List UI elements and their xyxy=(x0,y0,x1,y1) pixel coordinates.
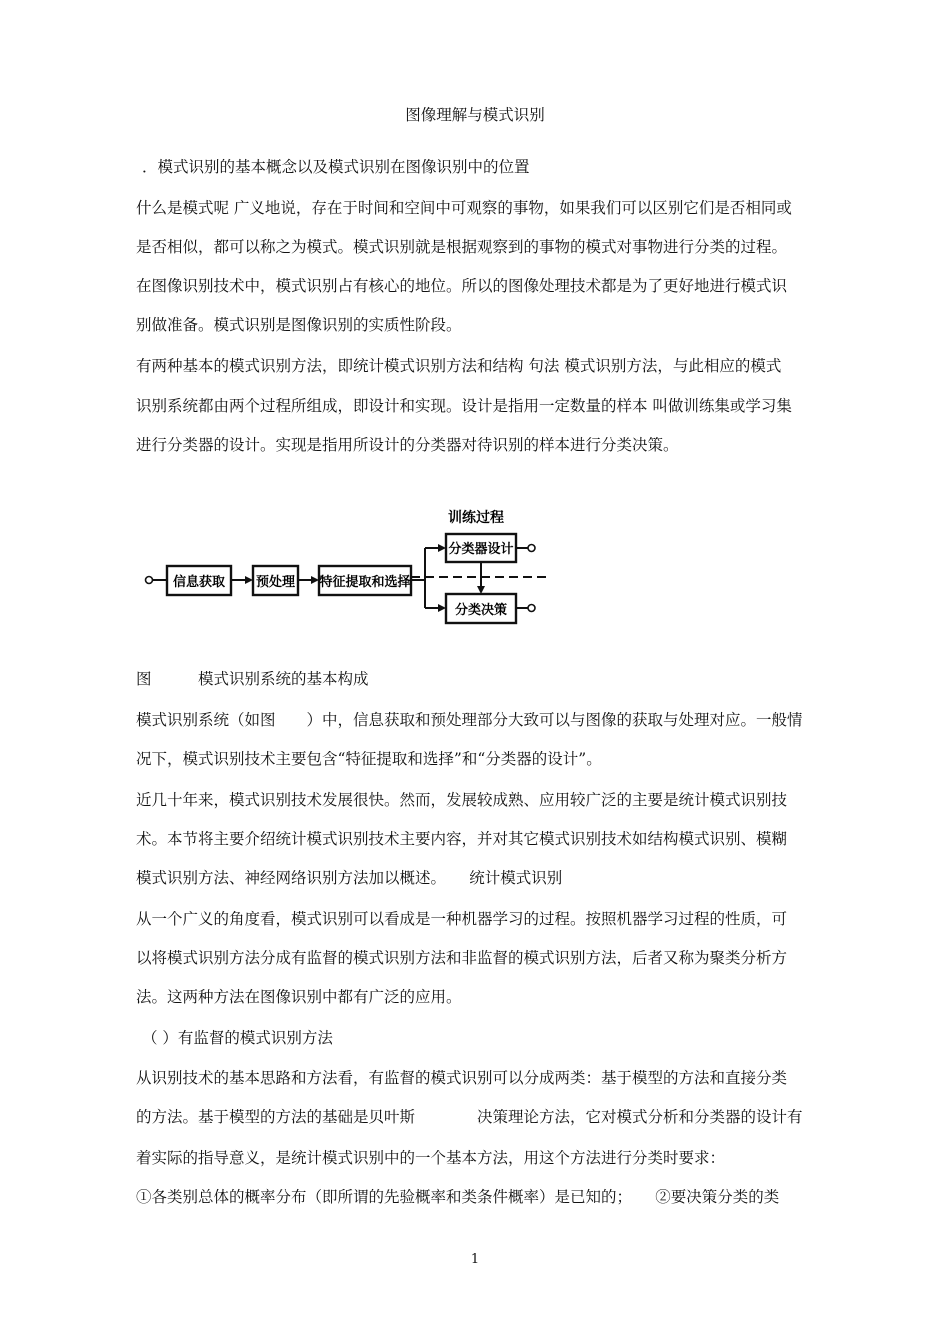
box-design-label: 分类器设计 xyxy=(448,542,514,557)
page-number: 1 xyxy=(470,1252,480,1267)
paragraph-line: ①各类别总体的概率分布（即所谓的先验概率和类条件概率）是已知的； ②要决策分类的类 xyxy=(136,1188,780,1206)
paragraph-line: 模式识别系统（如图 ）中，信息获取和预处理部分大致可以与图像的获取与处理对应。一般情 xyxy=(136,711,803,729)
subsection-heading: （ ）有监督的模式识别方法 xyxy=(142,1029,333,1047)
paragraph-line: 在图像识别技术中，模式识别占有核心的地位。所以的图像处理技术都是为了更好地进行模式识 xyxy=(136,277,788,295)
design-output-terminal xyxy=(528,545,535,552)
paragraph-line: 什么是模式呢 广义地说，存在于时间和空间中可观察的事物，如果我们可以区别它们是否相同或 xyxy=(136,199,792,217)
paragraph-line: 从一个广义的角度看，模式识别可以看成是一种机器学习的过程。按照机器学习过程的性质，可 xyxy=(136,910,788,928)
paragraph-line: 近几十年来，模式识别技术发展很快。然而，发展较成熟、应用较广泛的主要是统计模式识别技 xyxy=(136,791,788,809)
training-process-label: 训练过程 xyxy=(448,510,504,526)
box-feature-label: 特征提取和选择 xyxy=(319,575,411,590)
input-terminal xyxy=(146,577,153,584)
figure-caption: 图 模式识别系统的基本构成 xyxy=(136,670,369,688)
paragraph-line: 以将模式识别方法分成有监督的模式识别方法和非监督的模式识别方法，后者又称为聚类分析方 xyxy=(136,949,788,967)
paragraph-line: 进行分类器的设计。实现是指用所设计的分类器对待识别的样本进行分类决策。 xyxy=(136,436,679,454)
paragraph-line: 是否相似，都可以称之为模式。模式识别就是根据观察到的事物的模式对事物进行分类的过程。 xyxy=(136,238,788,256)
paragraph-line: 从识别技术的基本思路和方法看，有监督的模式识别可以分成两类：基于模型的方法和直接分类 xyxy=(136,1069,788,1087)
paragraph-line: 法。这两种方法在图像识别中都有广泛的应用。 xyxy=(136,988,462,1006)
box-pre-label: 预处理 xyxy=(255,575,296,590)
paragraph-line: 术。本节将主要介绍统计模式识别技术主要内容，并对其它模式识别技术如结构模式识别、模糊 xyxy=(136,830,788,848)
section-heading: ．模式识别的基本概念以及模式识别在图像识别中的位置 xyxy=(142,158,530,176)
paragraph-line: 有两种基本的模式识别方法，即统计模式识别方法和结构 句法 模式识别方法，与此相应的模式 xyxy=(136,357,782,375)
paragraph-line: 况下，模式识别技术主要包含“特征提取和选择”和“分类器的设计”。 xyxy=(136,750,602,768)
box-info-label: 信息获取 xyxy=(172,575,226,590)
pattern-recognition-diagram xyxy=(0,500,950,640)
paragraph-line: 的方法。基于模型的方法的基础是贝叶斯 决策理论方法，它对模式分析和分类器的设计有 xyxy=(136,1108,803,1126)
decision-output-terminal xyxy=(528,605,535,612)
paragraph-line: 着实际的指导意义，是统计模式识别中的一个基本方法，用这个方法进行分类时要求： xyxy=(136,1149,726,1167)
paragraph-line: 识别系统都由两个过程所组成，即设计和实现。设计是指用一定数量的样本 叫做训练集或学习集 xyxy=(136,397,792,415)
box-decision-label: 分类决策 xyxy=(454,603,508,618)
paragraph-line: 别做准备。模式识别是图像识别的实质性阶段。 xyxy=(136,316,462,334)
document-title: 图像理解与模式识别 xyxy=(405,106,545,124)
paragraph-line: 模式识别方法、神经网络识别方法加以概述。 统计模式识别 xyxy=(136,869,563,887)
